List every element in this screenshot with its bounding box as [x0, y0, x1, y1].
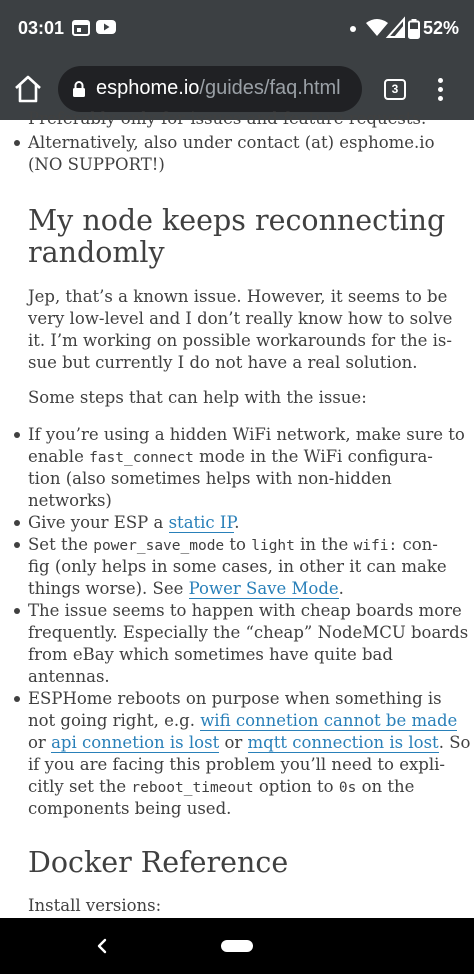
text-segment: . So: [438, 733, 471, 752]
browser-chrome: [0, 0, 474, 120]
list-item-line: [28, 512, 239, 534]
list-item-line: components being used.: [28, 799, 232, 818]
battery-percent: 52%: [423, 18, 460, 38]
code-power-save-mode: power_save_mode: [93, 538, 225, 554]
code-fast-connect: fast_connect: [89, 450, 194, 466]
code-wifi: wifi:: [353, 538, 398, 554]
text-segment: option to: [253, 777, 339, 796]
wifi-connection-link[interactable]: wifi connetion cannot be made: [200, 711, 458, 730]
paragraph-line: Jep, that’s a known issue. However, it seems to be: [28, 287, 448, 306]
paragraph-line: it. I’m working on possible workarounds for the is-: [28, 331, 452, 350]
text-segment: on the: [356, 777, 415, 796]
text-segment: to: [224, 535, 252, 554]
partial-line: Preferably only for issues and feature requests.: [28, 109, 427, 128]
list-item-line: ESPHome reboots on purpose when something is: [28, 689, 442, 708]
cell-signal-icon: [388, 19, 404, 37]
text-segment: in the: [294, 535, 354, 554]
bullet-icon: [14, 696, 20, 702]
lock-icon[interactable]: [72, 80, 86, 98]
power-save-mode-link[interactable]: Power Save Mode: [188, 579, 339, 598]
list-item-line: If you’re using a hidden WiFi network, make sure to: [28, 425, 465, 444]
url-path: /guides/faq.html: [199, 77, 341, 99]
notification-dot-icon: [350, 26, 356, 32]
text-segment: .: [338, 579, 344, 598]
contact-note: (NO SUPPORT!): [28, 155, 165, 174]
overflow-menu-icon[interactable]: [434, 78, 448, 102]
steps-intro: Some steps that can help with the issue:: [28, 388, 367, 407]
tab-switcher-button[interactable]: 3: [384, 79, 406, 100]
text-segment: con-: [397, 535, 438, 554]
bullet-icon: [14, 140, 20, 146]
list-item-line: [28, 446, 433, 469]
battery-icon: [408, 19, 420, 39]
code-0s: 0s: [338, 780, 357, 796]
code-reboot-timeout: reboot_timeout: [131, 780, 254, 796]
address-bar[interactable]: [58, 66, 362, 112]
api-connection-link[interactable]: api connetion is lost: [51, 733, 220, 752]
text-segment: citly set the: [28, 777, 132, 796]
bullet-icon: [14, 542, 20, 548]
status-time: 03:01: [18, 18, 65, 38]
text-segment: Set the: [28, 535, 94, 554]
text-segment: Give your ESP a: [28, 513, 169, 532]
text-segment: or: [219, 733, 248, 752]
contact-line: Alternatively, also under contact (at) esphome.io: [28, 133, 435, 152]
text-segment: enable: [28, 447, 90, 466]
list-item-line: fig (only helps in some cases, in other it can make: [28, 557, 447, 576]
list-item-line: from eBay which sometimes have quite bad: [28, 645, 393, 664]
home-icon[interactable]: [12, 74, 44, 104]
list-item-line: if you are facing this problem you’ll need to expli-: [28, 755, 445, 774]
page-content: [0, 109, 474, 918]
paragraph-line: sue but currently I do not have a real solution.: [28, 353, 418, 372]
bullet-icon: [14, 432, 20, 438]
paragraph-line: very low-level and I don’t really know how to solve: [28, 309, 453, 328]
list-item-line: The issue seems to happen with cheap boards more: [28, 601, 462, 620]
static-ip-link[interactable]: static IP: [168, 513, 235, 532]
code-light: light: [251, 538, 295, 554]
calendar-icon: [72, 19, 90, 37]
home-pill-button[interactable]: [221, 940, 253, 952]
url-text: [96, 77, 341, 100]
back-icon[interactable]: [96, 937, 108, 955]
wifi-icon: [366, 19, 388, 37]
status-bar: [0, 0, 474, 56]
text-segment: .: [234, 513, 240, 532]
list-item-line: frequently. Especially the “cheap” NodeMCU boards: [28, 623, 469, 642]
bullet-icon: [14, 608, 20, 614]
list-item-line: [28, 710, 457, 732]
list-item-line: antennas.: [28, 667, 110, 686]
text-segment: or: [28, 733, 52, 752]
text-segment: not going right, e.g.: [28, 711, 201, 730]
list-item-line: [28, 776, 414, 799]
url-domain: esphome.io: [96, 77, 200, 99]
install-versions-text: Install versions:: [28, 896, 162, 915]
section-heading: My node keeps reconnecting: [28, 204, 446, 237]
list-item-line: [28, 732, 470, 754]
text-segment: things worse). See: [28, 579, 189, 598]
list-item-line: [28, 534, 438, 557]
mqtt-connection-link[interactable]: mqtt connection is lost: [247, 733, 439, 752]
text-segment: mode in the WiFi configura-: [193, 447, 433, 466]
docker-heading: Docker Reference: [28, 846, 289, 879]
bullet-icon: [14, 520, 20, 526]
section-heading-cont: randomly: [28, 236, 165, 269]
youtube-icon: [96, 19, 116, 35]
list-item-line: [28, 578, 344, 600]
list-item-line: networks): [28, 491, 112, 510]
list-item-line: tion (also sometimes helps with non-hidden: [28, 469, 392, 488]
